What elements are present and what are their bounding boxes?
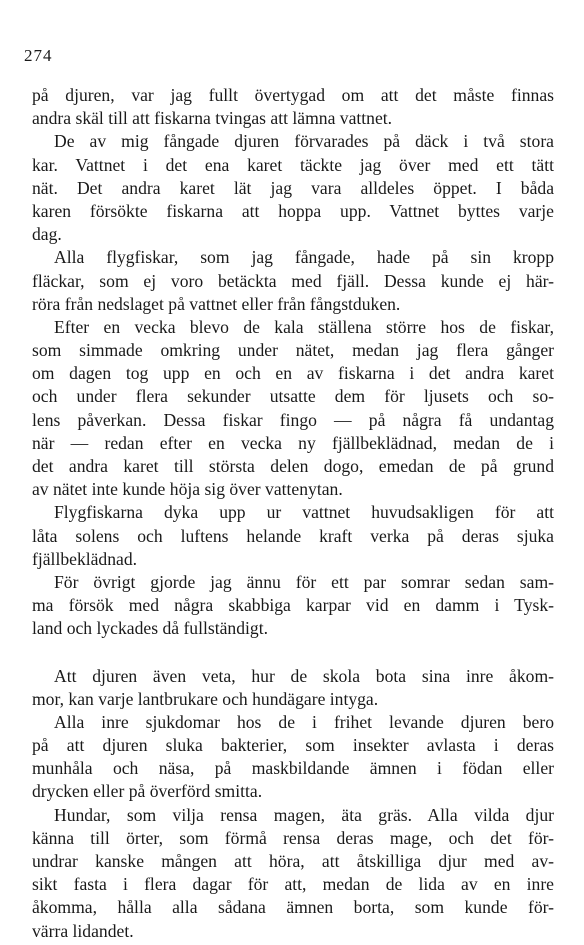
text-line: dag. — [32, 224, 62, 245]
text-line: om dagen tog upp en och en av fiskarna i det andra karet — [32, 363, 554, 384]
text-line: lens påverkan. Dessa fiskar fingo — på några få undantag — [32, 409, 554, 430]
body-text — [32, 84, 554, 943]
text-line: fjällbeklädnad. — [32, 548, 138, 569]
text-line: ma försök med några skabbiga karpar vid en damm i Tysk- — [32, 595, 554, 616]
text-line: och under flera sekunder utsatte dem för ljusets och so- — [32, 386, 554, 407]
text-line: De av mig fångade djuren förvarades på däck i två stora — [54, 131, 554, 152]
text-line: Hundar, som vilja rensa magen, äta gräs. Alla vilda djur — [54, 804, 554, 825]
text-line: på djuren, var jag fullt övertygad om att det måste finnas — [32, 85, 554, 105]
text-line: andra skäl till att fiskarna tvingas att lämna vattnet. — [32, 108, 393, 129]
text-line: fläckar, som ej voro betäckta med fjäll. Dessa kunde ej här- — [32, 270, 554, 291]
text-line: Att djuren även veta, hur de skola bota sina inre åkom- — [54, 665, 554, 686]
text-line: mor, kan varje lantbrukare och hundägare intyga. — [32, 688, 379, 709]
text-line: undrar kanske mången att höra, att åtskilliga djur med av- — [32, 851, 554, 871]
text-line: nät. Det andra karet lät jag vara alldeles öppet. I båda — [32, 177, 554, 198]
section-gap — [32, 641, 554, 665]
text-line: det andra karet till största delen dogo, emedan de på grund — [32, 456, 554, 476]
text-line: kar. Vattnet i det ena karet täckte jag över med ett tätt — [32, 154, 554, 175]
text-line: Efter en vecka blevo de kala ställena större hos de fiskar, — [54, 316, 554, 337]
text-line: när — redan efter en vecka ny fjällbeklädnad, medan de i — [32, 432, 554, 453]
text-line: munhåla och näsa, på maskbildande ämnen i födan eller — [32, 758, 554, 779]
text-line: på att djuren sluka bakterier, som insekter avlasta i deras — [32, 735, 554, 756]
text-line: låta solens och luftens helande kraft verka på deras sjuka — [32, 525, 554, 546]
page-number: 274 — [24, 46, 53, 65]
text-line: som simmade omkring under nätet, medan jag flera gånger — [32, 340, 554, 361]
text-line: drycken eller på överförd smitta. — [32, 781, 263, 802]
text-line: karen försökte fiskarna att hoppa upp. Vattnet byttes varje — [32, 200, 554, 221]
text-line: sikt fasta i flera dagar för att, medan de lida av en inre — [32, 874, 554, 895]
text-line: Flygfiskarna dyka upp ur vattnet huvudsakligen för att — [54, 502, 554, 523]
text-line: röra från nedslaget på vattnet eller från fångstduken. — [32, 293, 401, 314]
text-line: Alla flygfiskar, som jag fångade, hade på sin kropp — [54, 247, 554, 268]
text-line: värra lidandet. — [32, 920, 134, 941]
text-line: känna till örter, som förmå rensa deras mage, och det för- — [32, 827, 554, 848]
text-line: åkomma, hålla alla sådana ämnen borta, som kunde för- — [32, 897, 554, 918]
text-line: Alla inre sjukdomar hos de i frihet levande djuren bero — [54, 711, 554, 732]
text-line: land och lyckades då fullständigt. — [32, 618, 268, 639]
text-line: av nätet inte kunde höja sig över vattenytan. — [32, 479, 343, 500]
text-line: För övrigt gjorde jag ännu för ett par somrar sedan sam- — [54, 571, 554, 592]
